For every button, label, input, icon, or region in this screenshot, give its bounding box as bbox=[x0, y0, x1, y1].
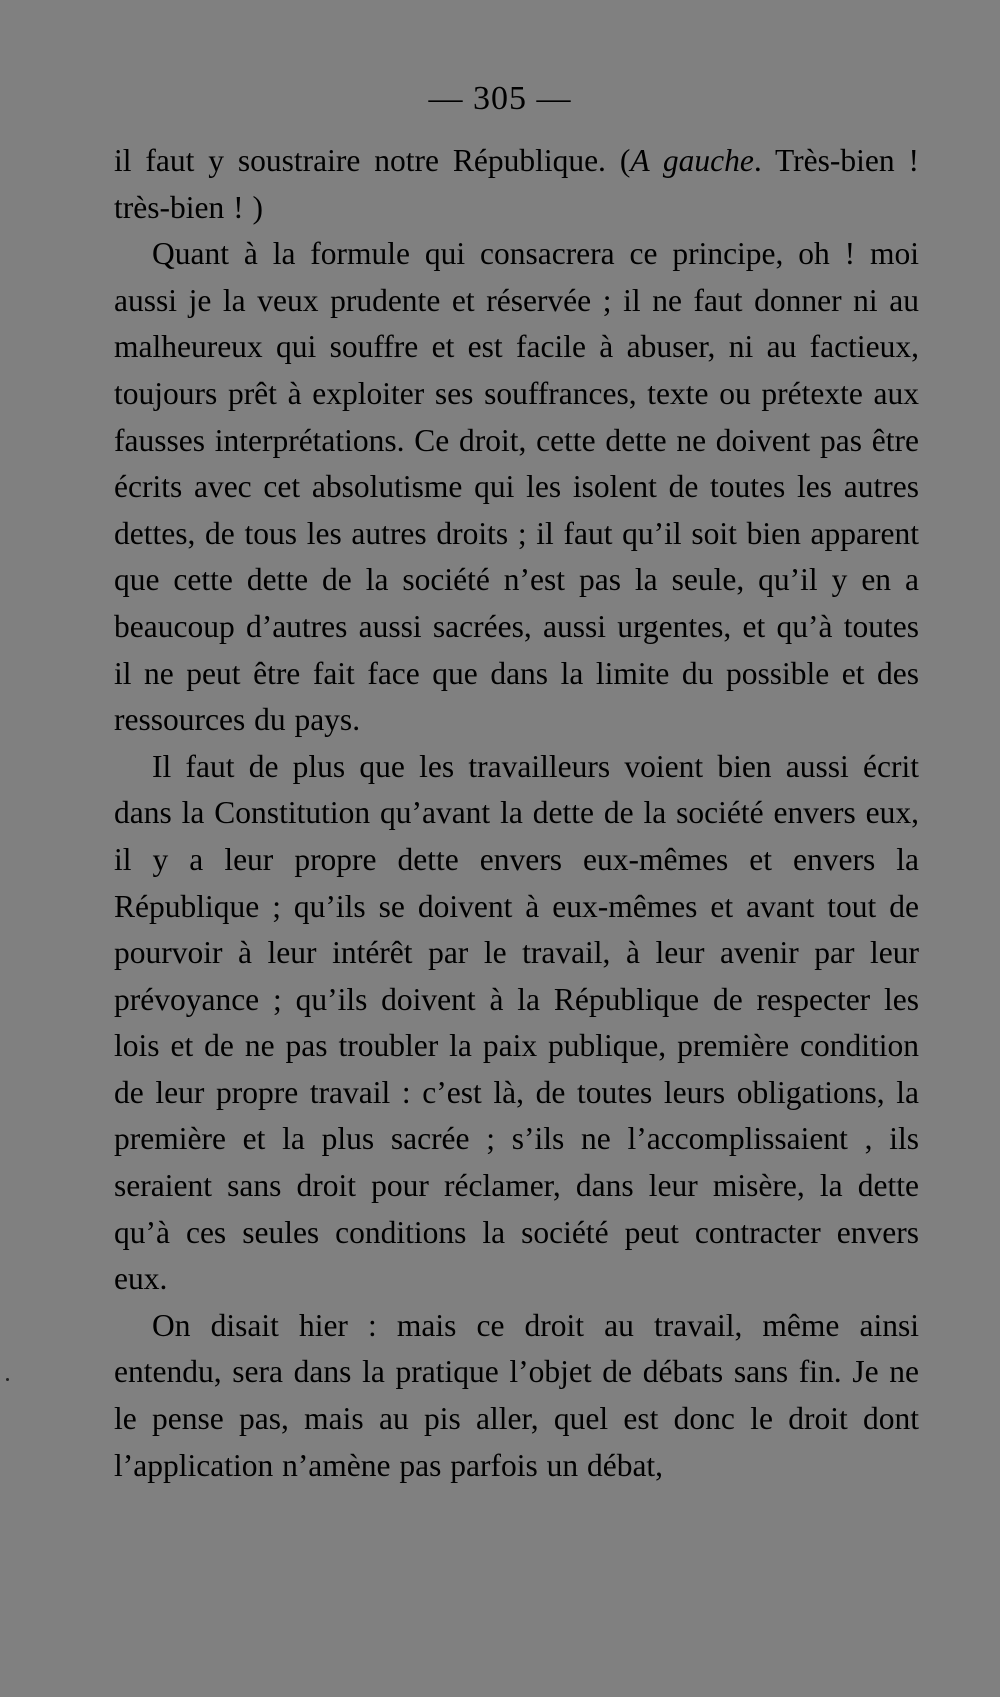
paragraph-1 bbox=[114, 138, 919, 231]
scan-speck bbox=[6, 1378, 9, 1381]
paragraph-2: Quant à la formule qui consacrera ce principe, oh ! moi aussi je la veux prudente et réservée ; il ne faut donner ni au malheureux qui souffre et est facile à abuser, ni au factieux, toujours prêt à exploiter ses souffrances, texte ou prétexte aux fausses interprétations. Ce droit, cette dette ne doivent pas être écrits avec cet absolutisme qui les isolent de toutes les autres dettes, de tous les autres droits ; il faut qu’il soit bien apparent que cette dette de la société n’est pas la seule, qu’il y en a beaucoup d’autres aussi sacrées, aussi urgentes, et qu’à toutes il ne peut être fait face que dans la limite du possible et des ressources du pays. bbox=[114, 236, 919, 738]
paragraph-1-applause: . Très-bien ! très-bien ! ) bbox=[114, 143, 919, 225]
paragraph-4: On disait hier : mais ce droit au travail, même ainsi entendu, sera dans la pratique l’objet de débats sans fin. Je ne le pense pas, mais au pis aller, quel est donc le droit dont l’application n’amène pas parfois un débat, bbox=[114, 1307, 919, 1483]
paragraph-1-text: il faut y soustraire notre République. ( bbox=[114, 143, 631, 178]
stage-direction: A gauche bbox=[630, 143, 754, 178]
page-number: — 305 — bbox=[428, 80, 572, 117]
body-text bbox=[114, 138, 919, 1489]
paragraph-3: Il faut de plus que les travailleurs voient bien aussi écrit dans la Constitution qu’avant la dette de la société envers eux, il y a leur propre dette envers eux-mêmes et envers la République ; qu’ils se doivent à eux-mêmes et avant tout de pourvoir à leur intérêt par le travail, à leur avenir par leur prévoyance ; qu’ils doivent à la République de respecter les lois et de ne pas troubler la paix publique, première condition de leur propre travail : c’est là, de toutes leurs obligations, la première et la plus sacrée ; s’ils ne l’accomplissaient , ils seraient sans droit pour réclamer, dans leur misère, la dette qu’à ces seules conditions la société peut contracter envers eux. bbox=[114, 748, 919, 1297]
